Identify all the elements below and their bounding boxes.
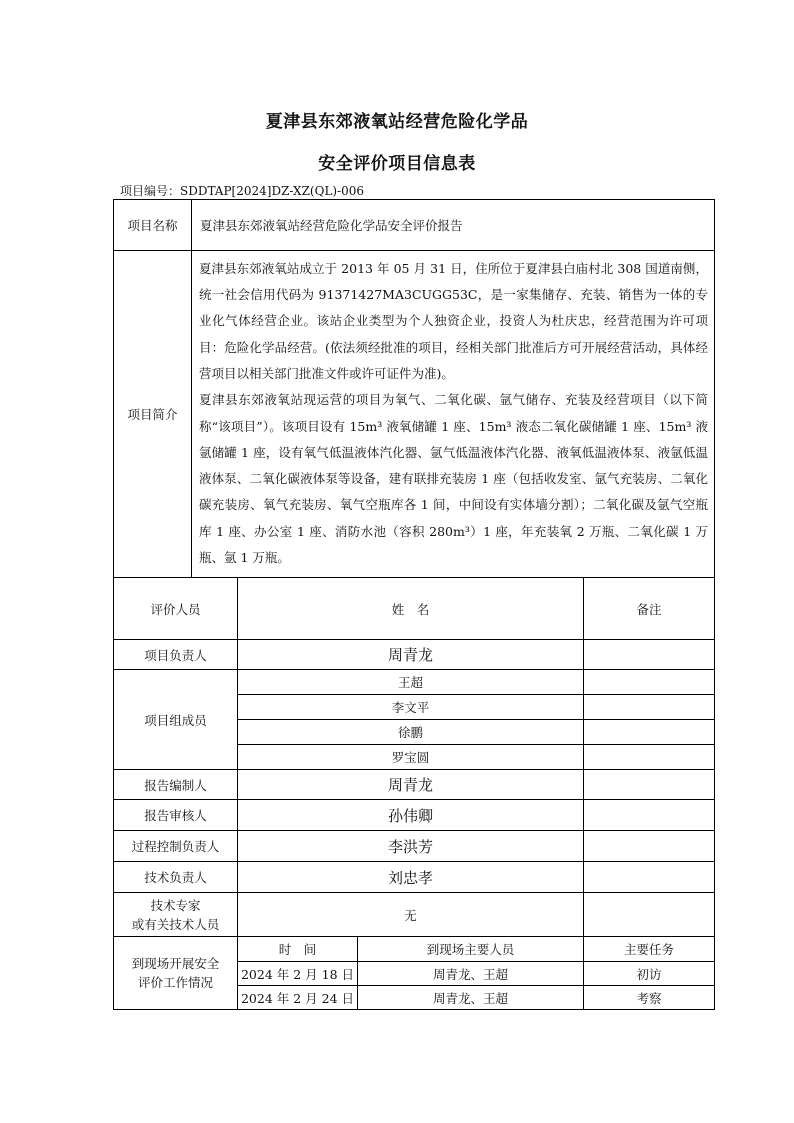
site-visit-task: 初访 [584, 962, 715, 986]
site-visit-time: 2024 年 2 月 18 日 [238, 962, 358, 986]
site-visit-task-header: 主要任务 [584, 937, 715, 962]
member-note [584, 720, 715, 745]
member-note [584, 745, 715, 770]
member-name: 罗宝圆 [238, 745, 584, 770]
expert-note [584, 893, 715, 937]
project-summary [192, 251, 715, 578]
site-visit-time: 2024 年 2 月 24 日 [238, 986, 358, 1010]
site-visit-people: 周青龙、王超 [358, 986, 584, 1010]
project-summary-label: 项目简介 [114, 251, 192, 578]
process-note [584, 831, 715, 862]
document-title-line2: 安全评价项目信息表 [318, 154, 476, 174]
site-visit-people-header: 到现场主要人员 [358, 937, 584, 962]
summary-paragraph-1: 夏津县东郊液氧站成立于 2013 年 05 月 31 日，住所位于夏津县白庙村北 308 国道南侧，统一社会信用代码为 91371427MA3CUGG53C，是一家集储存、充装、销售为一体的专业化气体经营企业。该站企业类型为个人独资企业，投资人为杜庆忠，经营范围为许可项目：危险化学品经营。(依法须经批准的项目，经相关部门批准后方可开展经营活动，具体经营项目以相关部门批准文件或许可证件为准)。 [199, 260, 708, 381]
expert-name: 无 [238, 893, 584, 937]
compiler-role: 报告编制人 [114, 770, 238, 800]
member-name: 李文平 [238, 695, 584, 720]
header-name: 姓 名 [238, 578, 584, 640]
member-name: 徐鹏 [238, 720, 584, 745]
tech-role: 技术负责人 [114, 862, 238, 893]
tech-name: 刘忠孝 [238, 862, 584, 893]
project-name-value: 夏津县东郊液氧站经营危险化学品安全评价报告 [192, 200, 715, 251]
site-visit-role-line1: 到现场开展安全 [131, 956, 220, 971]
site-visit-role-line2: 评价工作情况 [137, 975, 213, 990]
site-visit-task: 考察 [584, 986, 715, 1010]
header-note: 备注 [584, 578, 715, 640]
expert-role [114, 893, 238, 937]
member-note [584, 695, 715, 720]
leader-note [584, 640, 715, 670]
leader-name: 周青龙 [238, 640, 584, 670]
reviewer-note [584, 800, 715, 831]
member-note [584, 670, 715, 695]
expert-role-line1: 技术专家 [150, 897, 201, 913]
summary-paragraph-2: 夏津县东郊液氧站现运营的项目为氧气、二氧化碳、氩气储存、充装及经营项目（以下简称“该项目”）。该项目设有 15m³ 液氧储罐 1 座、15m³ 液态二氧化碳储罐 1 座、15m³ 液氩储罐 1 座，设有氧气低温液体汽化器、氩气低温液体汽化器、液氧低温液体泵、液氩低温液体泵、二氧化碳液体泵等设备，建有联排充装房 1 座（包括收发室、氩气充装房、二氧化碳充装房、氧气充装房、氧气空瓶库各 1 间，中间设有实体墙分割）；二氧化碳及氩气空瓶库 1 座、办公室 1 座、消防水池（容积 280m³）1 座，年充装氧 2 万瓶、二氧化碳 1 万瓶、氩 1 万瓶。 [199, 392, 708, 565]
member-name: 王超 [238, 670, 584, 695]
compiler-note [584, 770, 715, 800]
reviewer-name: 孙伟卿 [238, 800, 584, 831]
compiler-name: 周青龙 [238, 770, 584, 800]
site-visit-time-header: 时 间 [238, 937, 358, 962]
project-name-label: 项目名称 [114, 200, 192, 251]
evaluator-table [113, 577, 715, 1010]
project-number: 项目编号：SDDTAP[2024]DZ-XZ(QL)-006 [120, 184, 365, 198]
document-title-line1: 夏津县东郊液氧站经营危险化学品 [265, 112, 529, 132]
process-name: 李洪芳 [238, 831, 584, 862]
site-visit-people: 周青龙、王超 [358, 962, 584, 986]
process-role: 过程控制负责人 [114, 831, 238, 862]
reviewer-role: 报告审核人 [114, 800, 238, 831]
expert-role-line2: 或有关技术人员 [131, 916, 220, 932]
tech-note [584, 862, 715, 893]
members-role: 项目组成员 [114, 670, 238, 770]
leader-role: 项目负责人 [114, 640, 238, 670]
project-info-table [113, 199, 715, 578]
header-role: 评价人员 [114, 578, 238, 640]
site-visit-role [114, 937, 238, 1010]
